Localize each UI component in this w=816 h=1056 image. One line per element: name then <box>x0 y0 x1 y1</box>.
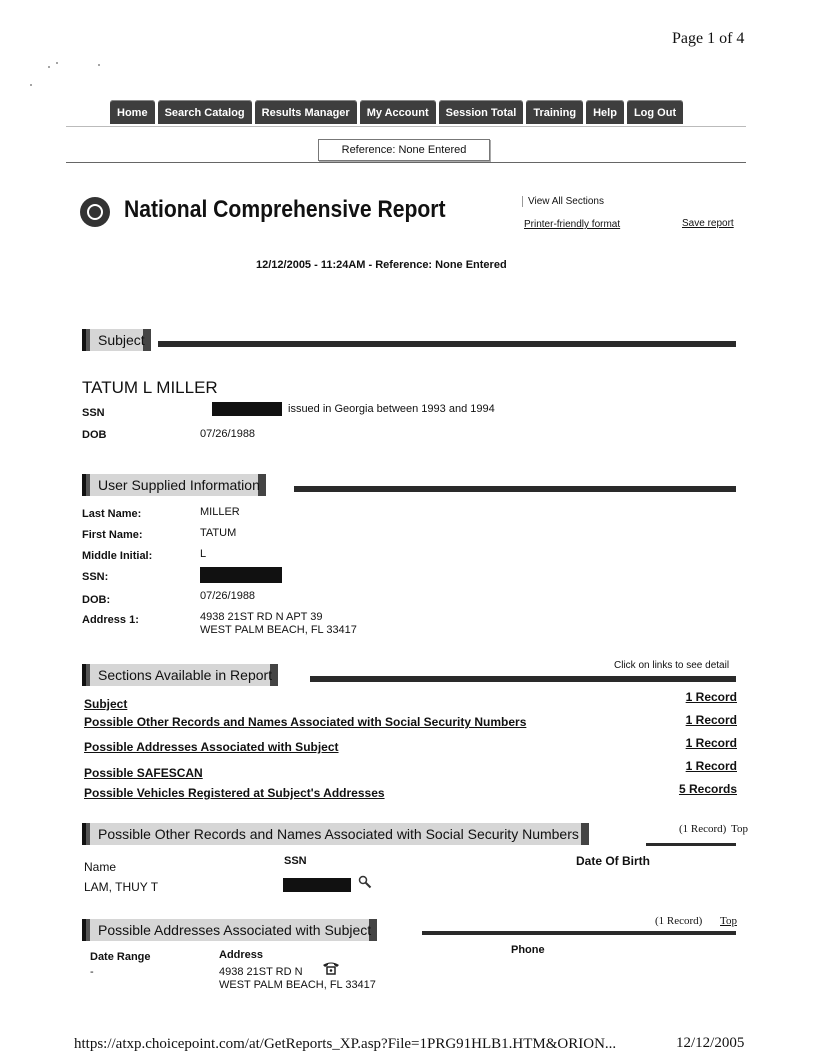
dob-value: 07/26/1988 <box>200 428 256 440</box>
dob-label: DOB <box>82 429 107 441</box>
ssn-issued-text: issued in Georgia between 1993 and 1994 <box>288 403 495 415</box>
other-records-header-label: Possible Other Records and Names Associated with Social Security Numbers <box>82 823 589 845</box>
last-name-label: Last Name: <box>82 508 142 520</box>
phone-icon[interactable] <box>322 961 340 975</box>
user-supplied-header-label: User Supplied Information <box>82 474 266 496</box>
tab-results-manager[interactable]: Results Manager <box>255 100 357 124</box>
section-link-subject[interactable]: Subject <box>84 697 128 711</box>
printer-friendly-link[interactable]: Printer-friendly format <box>524 219 621 230</box>
row-name: LAM, THUY T <box>84 880 159 894</box>
scan-speck <box>30 84 32 86</box>
tab-home[interactable]: Home <box>110 100 155 124</box>
other-records-count: (1 Record) <box>679 823 727 835</box>
top-link[interactable]: Top <box>731 823 748 835</box>
redacted-row-ssn <box>283 878 351 892</box>
last-name-value: MILLER <box>200 506 240 518</box>
row-address-line-1: 4938 21ST RD N <box>219 966 303 978</box>
page-counter: Page 1 of 4 <box>672 30 745 47</box>
col-phone-header: Phone <box>511 944 545 956</box>
addresses-header-label: Possible Addresses Associated with Subject <box>82 919 377 941</box>
redacted-user-ssn <box>200 567 282 583</box>
sections-header-label: Sections Available in Report <box>82 664 278 686</box>
middle-initial-value: L <box>200 548 207 560</box>
reference-box: Reference: None Entered <box>318 139 490 161</box>
col-date-range-header: Date Range <box>90 951 151 963</box>
redacted-ssn <box>212 402 282 416</box>
header-bar <box>310 676 736 682</box>
search-icon[interactable] <box>358 875 372 889</box>
section-link-other-records[interactable]: Possible Other Records and Names Associated with Social Security Numbers <box>84 715 527 729</box>
subject-name: TATUM L MILLER <box>82 378 218 397</box>
user-dob-label: DOB: <box>82 594 111 606</box>
record-count-link[interactable]: 1 Record <box>685 759 737 773</box>
tab-my-account[interactable]: My Account <box>360 100 436 124</box>
col-dob-header: Date Of Birth <box>576 854 651 868</box>
record-count-link[interactable]: 1 Record <box>685 690 737 704</box>
footer-url: https://atxp.choicepoint.com/at/GetReports_XP.asp?File=1PRG91HLB1.HTM&ORION... <box>74 1036 617 1052</box>
section-link-addresses[interactable]: Possible Addresses Associated with Subject <box>84 740 339 754</box>
footer-date: 12/12/2005 <box>676 1035 745 1051</box>
address-line-1: 4938 21ST RD N APT 39 <box>200 611 323 623</box>
report-datestamp: 12/12/2005 - 11:24AM - Reference: None Entered <box>256 259 507 271</box>
record-count-link[interactable]: 1 Record <box>685 713 737 727</box>
scan-speck <box>98 64 100 66</box>
col-name-header: Name <box>84 860 117 874</box>
addresses-top-link[interactable]: Top <box>720 915 737 927</box>
tab-session-total[interactable]: Session Total <box>439 100 524 124</box>
record-count-link[interactable]: 1 Record <box>685 736 737 750</box>
header-bar <box>158 341 736 347</box>
addresses-count: (1 Record) <box>655 915 703 927</box>
save-report-link[interactable]: Save report <box>682 218 734 229</box>
report-logo-icon <box>80 197 110 227</box>
tab-training[interactable]: Training <box>526 100 583 124</box>
sections-hint: Click on links to see detail <box>614 660 730 671</box>
section-link-vehicles[interactable]: Possible Vehicles Registered at Subject's Addresses <box>84 786 385 800</box>
record-count-link[interactable]: 5 Records <box>678 782 737 796</box>
first-name-value: TATUM <box>200 527 237 539</box>
report-title: National Comprehensive Report <box>124 196 446 223</box>
user-dob-value: 07/26/1988 <box>200 590 256 602</box>
main-nav <box>110 100 683 124</box>
tab-search-catalog[interactable]: Search Catalog <box>158 100 252 124</box>
scan-speck <box>48 66 50 68</box>
nav-divider <box>66 126 746 127</box>
header-bar <box>422 931 736 935</box>
tab-log-out[interactable]: Log Out <box>627 100 683 124</box>
scan-speck <box>56 62 58 64</box>
first-name-label: First Name: <box>82 529 143 541</box>
row-date-range: - <box>90 966 94 978</box>
header-rule <box>66 162 746 163</box>
section-link-safescan[interactable]: Possible SAFESCAN <box>84 766 203 780</box>
header-bar <box>294 486 736 492</box>
address-label: Address 1: <box>82 614 139 626</box>
ssn-label: SSN <box>82 407 105 419</box>
view-all-sections-select[interactable]: View All Sections <box>522 196 604 207</box>
subject-header-label: Subject <box>82 329 151 351</box>
address-line-2: WEST PALM BEACH, FL 33417 <box>200 624 357 636</box>
col-address-header: Address <box>219 949 264 961</box>
tab-help[interactable]: Help <box>586 100 624 124</box>
col-ssn-header: SSN <box>284 855 307 867</box>
user-ssn-label: SSN: <box>82 571 109 583</box>
row-address-line-2: WEST PALM BEACH, FL 33417 <box>219 979 376 991</box>
middle-initial-label: Middle Initial: <box>82 550 153 562</box>
header-bar <box>646 843 736 846</box>
